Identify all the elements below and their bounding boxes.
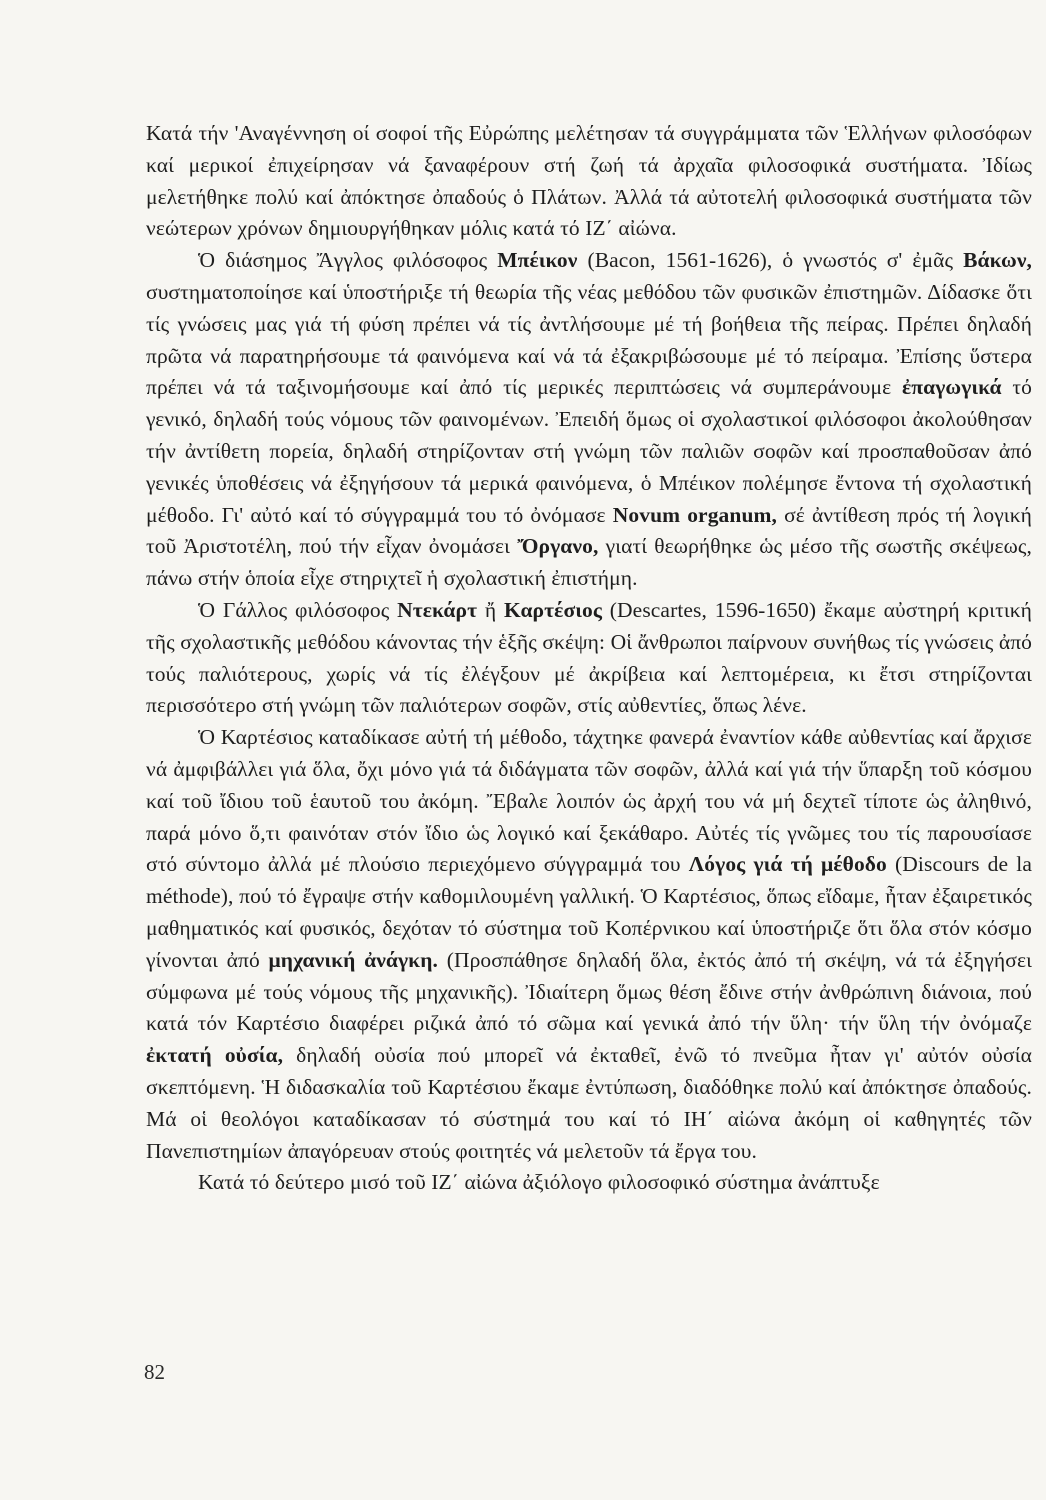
paragraph-continuation xyxy=(146,1167,1032,1199)
body-text xyxy=(146,118,1032,1199)
text-run: (Προσπάθησε δηλαδή ὅλα, ἐκτός ἀπό τή σκέψη, νά τά ἐξηγήσει σύμφωνα μέ τούς νόμους τῆς μηχανικῆς). Ἰδιαίτερη ὅμως θέση ἔδινε στήν ἀνθρώπινη διάνοια, πού κατά τόν Καρτέσιο διαφέρει ριζικά ἀπό τό σῶμα καί γενικά ἀπό τήν ὕλη· τήν ὕλη τήν ὀνόμαζε xyxy=(146,947,1032,1036)
bold-term-extended-substance: ἐκτατή οὐσία, xyxy=(146,1043,284,1068)
paragraph-descartes-intro xyxy=(146,595,1032,722)
text-run: Ὁ διάσημος Ἄγγλος φιλόσοφος xyxy=(198,248,498,273)
text-run: Ὁ Γάλλος φιλόσοφος xyxy=(198,597,398,622)
text-run: (Descartes, 1596-1650) ἔκαμε αὐστηρή κριτική τῆς σχολαστικῆς μεθόδου κάνοντας τήν ἑξῆς σκέψη: Οἱ ἄνθρωποι παίρνουν συνήθως τίς γνώσεις ἀπό τούς παλιότερους, χωρίς νά τίς ἐλέγξουν μέ ἀκρίβεια καί λεπτομέρεια, κι ἔτσι στηρίζονται περισσότερο στή γνώμη τῶν παλιότερων σοφῶν, στίς αὐθεντίες, ὅπως λένε. xyxy=(146,597,1032,718)
text-run: Ὁ Καρτέσιος καταδίκασε αὐτή τή μέθοδο, τάχτηκε φανερά ἐναντίον κάθε αὐθεντίας καί ἄρχισε νά ἀμφιβάλλει γιά ὅλα, ὄχι μόνο γιά τά διδάγματα τῶν σοφῶν, ἀλλά καί γιά τήν ὕπαρξη τοῦ κόσμου καί τοῦ ἴδιου τοῦ ἑαυτοῦ του ἀκόμη. Ἔβαλε λοιπόν ὡς ἀρχή του νά μή δεχτεῖ τίποτε ὡς ἀληθινό, παρά μόνο ὅ,τι φαινόταν στόν ἴδιο ὡς λογικό καί ξεκάθαρο. Αὐτές τίς γνῶμες του τίς παρουσίασε στό σύντομο ἀλλά μέ πλούσιο περιεχόμενο σύγγραμμά του xyxy=(146,725,1032,877)
text-run: δηλαδή οὐσία πού μπορεῖ νά ἐκταθεῖ, ἐνῶ τό πνεῦμα ἦταν γι' αὐτόν οὐσία σκεπτόμενη. Ἡ διδασκαλία τοῦ Καρτέσιου ἔκαμε ἐντύπωση, διαδόθηκε πολύ καί ἀπόκτησε ὀπαδούς. Μά οἱ θεολόγοι καταδίκασαν τό σύστημά του καί τό ΙΗ΄ αἰώνα ἀκόμη οἱ καθηγητές τῶν Πανεπιστημίων ἀπαγόρευαν στούς φοιτητές νά μελετοῦν τά ἔργα του. xyxy=(146,1043,1032,1163)
paragraph-descartes-method xyxy=(146,722,1032,1167)
text-run: γιατί θεωρήθηκε ὡς μέσο τῆς σωστῆς σκέψεως, πάνω στήν ὁποία εἶχε στηριχτεῖ ἡ σχολαστική ἐπιστήμη. xyxy=(146,534,1032,591)
page-number: 82 xyxy=(144,1360,165,1384)
bold-term-mechanical-necessity: μηχανική ἀνάγκη. xyxy=(268,947,439,972)
bold-term-organon: Ὄργανο, xyxy=(517,534,599,559)
paragraph-renaissance xyxy=(146,118,1032,245)
bold-term-novum-organum: Novum organum, xyxy=(612,502,777,527)
text-run: τό γενικό, δηλαδή τούς νόμους τῶν φαινομένων. Ἐπειδή ὅμως οἱ σχολαστικοί φιλόσοφοι ἀκολούθησαν τήν ἀντίθετη πορεία, δηλαδή στηρίζονταν στή γνώμη τῶν παλιῶν σοφῶν καί προσπαθοῦσαν ἀπό γενικές ὑποθέσεις νά ἐξηγήσουν τά μερικά φαινόμενα, ὁ Μπέικον πολέμησε ἔντονα τή σχολαστική μέθοδο. Γι' αὐτό καί τό σύγγραμμά του τό ὀνόμασε xyxy=(146,375,1032,527)
paragraph-text: Κατά τό δεύτερο μισό τοῦ ΙΖ΄ αἰώνα ἀξιόλογο φιλοσοφικό σύστημα ἀνάπτυξε xyxy=(198,1170,880,1195)
text-run: σέ ἀντίθεση πρός τή λογική τοῦ Ἀριστοτέλη, πού τήν εἶχαν ὀνομάσει xyxy=(146,502,1032,559)
bold-term-discourse-on-method: Λόγος γιά τή μέθοδο xyxy=(688,852,887,877)
text-run: (Bacon, 1561-1626), ὁ γνωστός σ' ἐμᾶς xyxy=(577,248,964,273)
bold-term-kartesios: Καρτέσιος xyxy=(504,597,603,622)
paragraph-text: Κατά τήν 'Αναγέννηση οί σοφοί τῆς Εὐρώπης μελέτησαν τά συγγράμματα τῶν Ἑλλήνων φιλοσόφων καί μερικοί ἐπιχείρησαν νά ξαναφέρουν στή ζωή τά ἀρχαῖα φιλοσοφικά συστήματα. Ἰδίως μελετήθηκε πολύ καί ἀπόκτησε ὀπαδούς ὁ Πλάτων. Ἀλλά τά αὐτοτελή φιλοσοφικά συστήματα τῶν νεώτερων χρόνων δημιουργήθηκαν μόλις κατά τό ΙΖ΄ αἰώνα. xyxy=(146,121,1032,241)
bold-term-ntekart: Ντεκάρτ xyxy=(397,597,478,622)
paragraph-bacon xyxy=(146,245,1032,595)
text-run: (Discours de la méthode), πού τό ἔγραψε στήν καθομιλουμένη γαλλική. Ὁ Καρτέσιος, ὅπως εἴδαμε, ἦταν ἐξαιρετικός μαθηματικός καί φυσικός, δεχόταν τό σύστημα τοῦ Κοπέρνικου καί ὑποστήριζε ὅτι ὅλα στόν κόσμο γίνονται ἀπό xyxy=(146,852,1033,972)
bold-term-inductively: ἐπαγωγικά xyxy=(901,375,1002,400)
bold-term-bacon-greek: Μπέικον xyxy=(497,248,578,273)
text-run: συστηματοποίησε καί ὑποστήριξε τή θεωρία τῆς νέας μεθόδου τῶν φυσικῶν ἐπιστημῶν. Δίδασκε ὅτι τίς γνώσεις μας γιά τή φύση πρέπει νά τίς ἀντλήσουμε μέ τή βοήθεια τῆς πείρας. Πρέπει δηλαδή πρῶτα νά παρατηρήσουμε τά φαινόμενα καί νά τά ἐξακριβώσουμε μέ τό πείραμα. Ἐπίσης ὕστερα πρέπει νά τά ταξινομήσουμε καί ἀπό τίς μερικές περιπτώσεις νά συμπεράνουμε xyxy=(146,279,1032,400)
text-run: ἤ xyxy=(477,597,505,622)
bold-term-vakon: Βάκων, xyxy=(963,248,1033,273)
